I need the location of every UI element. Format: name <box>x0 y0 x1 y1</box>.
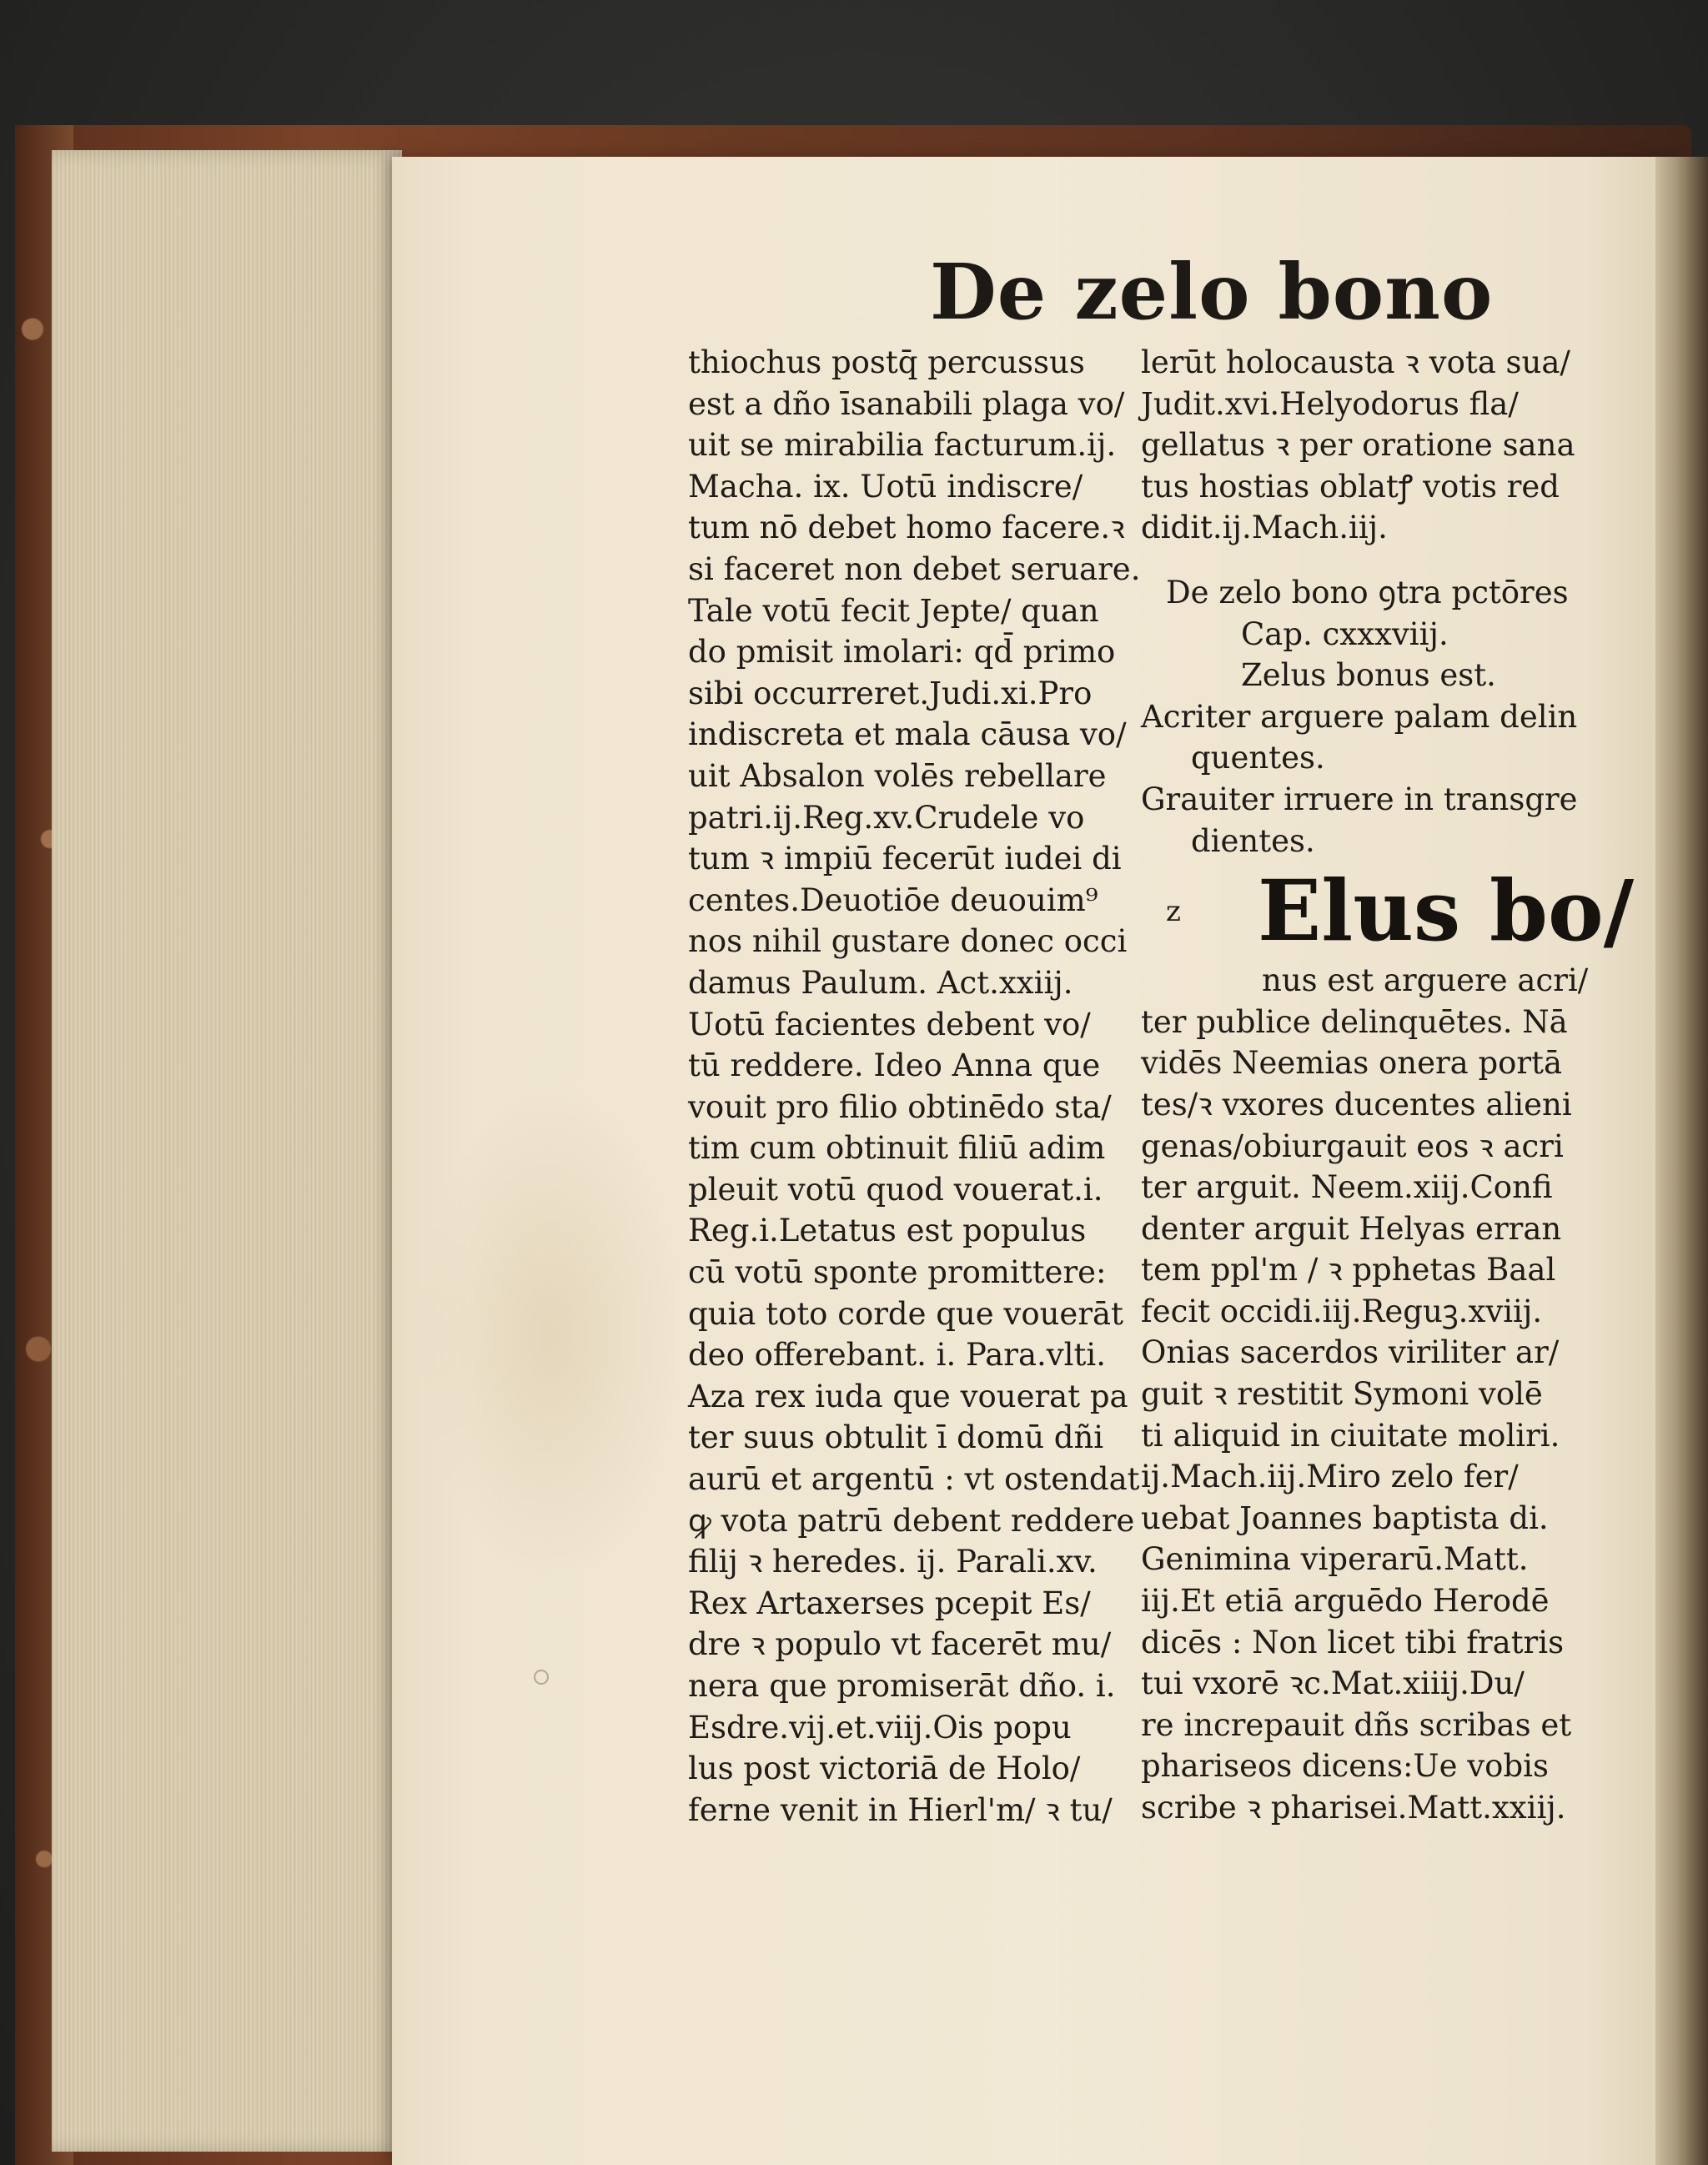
summary-line: Zelus bonus est. <box>1241 657 1496 694</box>
text-line: dicēs : Non licet tibi fratris <box>1141 1624 1565 1660</box>
text-line: nus est arguere acri/ <box>1262 962 1589 999</box>
text-line: lus post victoriā de Holo/ <box>688 1751 1081 1787</box>
text-line: Tale votū fecit Jepte/ quan <box>688 592 1099 629</box>
marginal-numeral: z <box>1166 895 1181 929</box>
text-line: ꝙ vota patrū debent reddere <box>688 1502 1135 1539</box>
text-line: tum ꝛ impiū fecerūt iudei di <box>688 841 1122 877</box>
text-line: centes.Deuotiōe deuouim⁹ <box>688 882 1098 918</box>
text-line: didit.ij.Mach.iij. <box>1141 510 1388 546</box>
text-line: ter suus obtulit ī domū dñi <box>688 1419 1104 1456</box>
text-line: deo offerebant. i. Para.vlti. <box>688 1337 1106 1374</box>
text-line: Onias sacerdos viriliter ar/ <box>1141 1334 1560 1371</box>
text-line: tem ppl'm / ꝛ pphetas Baal <box>1141 1252 1556 1288</box>
summary-line: Acriter arguere palam delin <box>1141 698 1578 735</box>
chapter-number: Cap. cxxxviij. <box>1241 615 1449 652</box>
text-line: vouit pro filio obtinēdo sta/ <box>688 1088 1112 1125</box>
summary-line: dientes. <box>1191 822 1315 859</box>
text-line: Uotū facientes debent vo/ <box>688 1006 1091 1042</box>
text-line: genas/obiurgauit eos ꝛ acri <box>1141 1128 1564 1164</box>
chapter-title: De zelo bono ꝯtra pctōres <box>1166 574 1569 610</box>
text-line: indiscreta et mala cāusa vo/ <box>688 716 1127 753</box>
text-line: fecit occidi.iij.Reguꝫ.xviij. <box>1141 1293 1543 1329</box>
text-line: nera que promiserāt dño. i. <box>688 1668 1116 1704</box>
text-line: Judit.xvi.Helyodorus fla/ <box>1141 385 1519 422</box>
text-line: do pmisit imolari: qd̄ primo <box>688 634 1116 671</box>
text-line: nos nihil gustare donec occi <box>688 923 1128 960</box>
text-line: Macha. ix. Uotū indiscre/ <box>688 468 1083 505</box>
text-line: scribe ꝛ pharisei.Matt.xxiij. <box>1141 1790 1566 1826</box>
text-line: filij ꝛ heredes. ij. Parali.xv. <box>688 1544 1098 1580</box>
text-line: aurū et argentū : vt ostendat <box>688 1461 1140 1498</box>
text-line: Reg.i.Letatus est populus <box>688 1213 1087 1249</box>
summary-line: quentes. <box>1191 740 1325 776</box>
text-line: re increpauit dñs scribas et <box>1141 1706 1572 1743</box>
text-line: gellatus ꝛ per oratione sana <box>1141 427 1575 464</box>
right-column <box>1141 342 1635 1829</box>
text-line: damus Paulum. Act.xxiij. <box>688 964 1073 1001</box>
text-line: tim cum obtinuit filiū adim <box>688 1130 1106 1167</box>
page-stain <box>417 1084 684 1585</box>
text-line: lerūt holocausta ꝛ vota sua/ <box>1141 344 1570 380</box>
text-line: ferne venit in Hierl'm/ ꝛ tu/ <box>688 1791 1113 1828</box>
page-gutter <box>1655 157 1708 2165</box>
paper-blemish <box>534 1670 549 1685</box>
text-line: uebat Joannes baptista di. <box>1141 1499 1549 1536</box>
text-line: guit ꝛ restitit Symoni volē <box>1141 1376 1543 1413</box>
text-line: ij.Mach.iij.Miro zelo fer/ <box>1141 1459 1519 1495</box>
text-line: Esdre.vij.et.viij.Ois popu <box>688 1709 1072 1746</box>
text-line: ti aliquid in ciuitate moliri. <box>1141 1417 1560 1454</box>
text-line: cū votū sponte promittere: <box>688 1254 1107 1291</box>
text-line: Genimina viperarū.Matt. <box>1141 1541 1529 1578</box>
text-line: phariseos dicens:Ue vobis <box>1141 1748 1549 1785</box>
text-line: ter arguit. Neem.xiij.Confi <box>1141 1169 1553 1206</box>
text-line: thiochus postq̄ percussus <box>688 344 1085 380</box>
text-line: Aza rex iuda que vouerat pa <box>688 1378 1128 1414</box>
page-edges <box>52 150 402 2152</box>
left-column <box>688 342 1141 1831</box>
text-line: quia toto corde que vouerāt <box>688 1295 1123 1332</box>
running-head: De zelo bono <box>930 247 1494 337</box>
text-line: denter arguit Helyas erran <box>1141 1210 1562 1247</box>
text-line: tum nō debet homo facere.ꝛ <box>688 510 1125 546</box>
text-line: si faceret non debet seruare. <box>688 550 1141 587</box>
summary-line: Grauiter irruere in transgre <box>1141 781 1578 817</box>
text-line: uit Absalon volēs rebellare <box>688 757 1107 794</box>
text-line: tū reddere. Ideo Anna que <box>688 1047 1101 1084</box>
spacer <box>1141 549 1587 572</box>
decorated-initial-words: Elus bo/ <box>1258 861 1635 961</box>
initial-row <box>1141 861 1635 961</box>
text-line: vidēs Neemias onera portā <box>1141 1045 1563 1082</box>
text-line: uit se mirabilia facturum.ij. <box>688 427 1117 464</box>
text-line: Rex Artaxerses pcepit Es/ <box>688 1585 1091 1621</box>
text-line: ter publice delinquētes. Nā <box>1141 1003 1568 1040</box>
text-line: sibi occurreret.Judi.xi.Pro <box>688 675 1093 711</box>
text-line: tui vxorē ꝛc.Mat.xiiij.Du/ <box>1141 1665 1525 1702</box>
text-line: pleuit votū quod vouerat.i. <box>688 1171 1103 1208</box>
text-line: est a dño īsanabili plaga vo/ <box>688 385 1125 422</box>
text-line: tes/ꝛ vxores ducentes alieni <box>1141 1086 1572 1123</box>
text-line: patri.ij.Reg.xv.Crudele vo <box>688 799 1085 836</box>
text-line: tus hostias oblatꝭ votis red <box>1141 468 1560 505</box>
text-line: iij.Et etiā arguēdo Herodē <box>1141 1583 1550 1620</box>
text-line: dre ꝛ populo vt facerēt mu/ <box>688 1626 1112 1663</box>
